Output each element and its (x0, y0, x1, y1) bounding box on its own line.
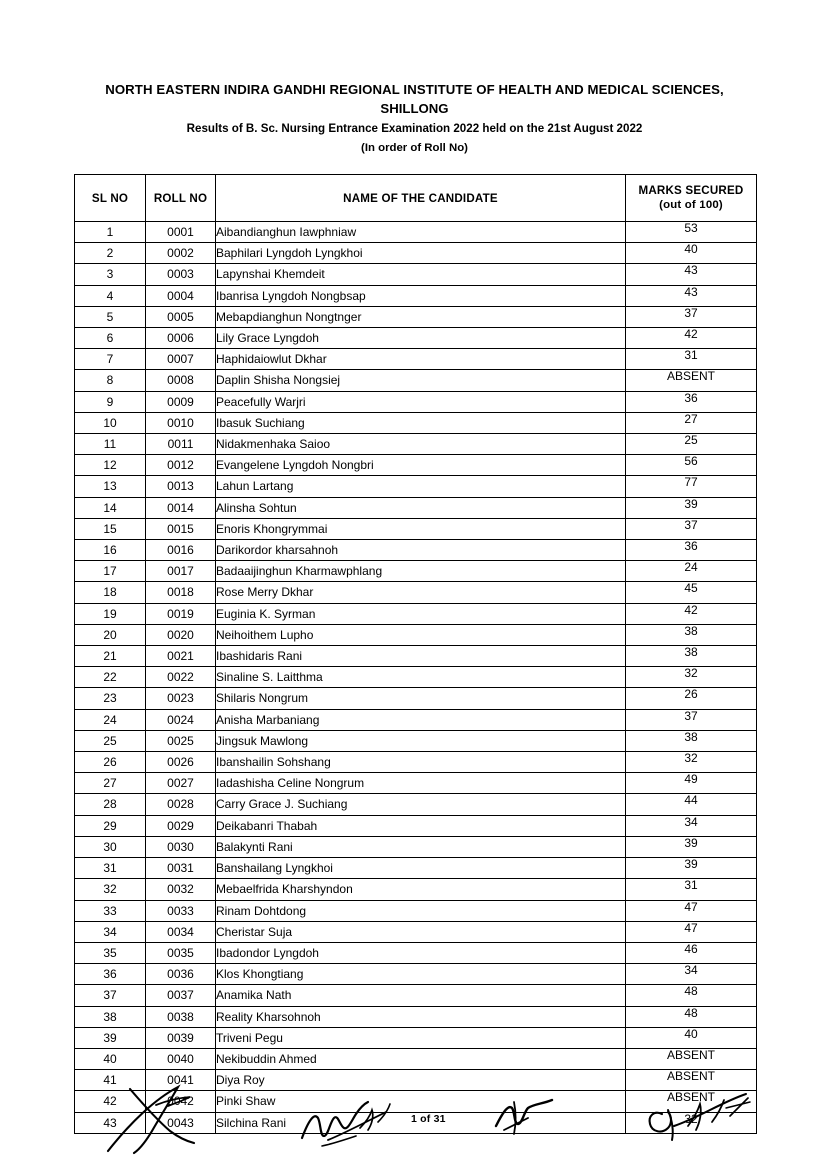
cell-candidate-name: Nekibuddin Ahmed (216, 1048, 626, 1069)
marks-value: ABSENT (666, 1090, 715, 1105)
cell-sl-no: 5 (75, 306, 146, 327)
cell-roll-no: 0029 (146, 815, 216, 836)
cell-roll-no: 0015 (146, 518, 216, 539)
cell-roll-no: 0030 (146, 836, 216, 857)
marks-value: ABSENT (666, 1047, 715, 1062)
cell-candidate-name: Mebaelfrida Kharshyndon (216, 879, 626, 900)
cell-sl-no: 1 (75, 222, 146, 243)
cell-candidate-name: Enoris Khongrymmai (216, 518, 626, 539)
column-header-marks (626, 175, 757, 222)
marks-value: ABSENT (666, 1069, 715, 1084)
cell-sl-no: 10 (75, 412, 146, 433)
handwritten-signature-3 (490, 1096, 560, 1140)
cell-candidate-name: Banshailang Lyngkhoi (216, 858, 626, 879)
cell-candidate-name: Lapynshai Khemdeit (216, 264, 626, 285)
cell-candidate-name: Rose Merry Dkhar (216, 582, 626, 603)
handwritten-signature-1 (100, 1083, 250, 1153)
results-subtitle: Results of B. Sc. Nursing Entrance Examination 2022 held on the 21st August 2022 (186, 122, 643, 135)
cell-sl-no: 27 (75, 773, 146, 794)
marks-value: 44 (684, 793, 698, 808)
cell-roll-no: 0043 (146, 1112, 216, 1133)
cell-roll-no: 0006 (146, 328, 216, 349)
marks-value: 48 (684, 984, 698, 999)
cell-roll-no: 0003 (146, 264, 216, 285)
cell-sl-no: 36 (75, 964, 146, 985)
cell-roll-no: 0010 (146, 412, 216, 433)
cell-roll-no: 0012 (146, 455, 216, 476)
cell-sl-no: 30 (75, 836, 146, 857)
cell-roll-no: 0014 (146, 497, 216, 518)
column-header-marks-line2: (out of 100) (659, 199, 723, 211)
cell-sl-no: 35 (75, 942, 146, 963)
cell-candidate-name: Daplin Shisha Nongsiej (216, 370, 626, 391)
cell-roll-no: 0034 (146, 921, 216, 942)
marks-value: 31 (684, 878, 698, 893)
cell-sl-no: 13 (75, 476, 146, 497)
cell-sl-no: 39 (75, 1027, 146, 1048)
cell-sl-no: 12 (75, 455, 146, 476)
cell-roll-no: 0026 (146, 752, 216, 773)
cell-roll-no: 0021 (146, 646, 216, 667)
cell-sl-no: 18 (75, 582, 146, 603)
marks-value: 42 (684, 602, 698, 617)
cell-sl-no: 14 (75, 497, 146, 518)
marks-value: 47 (684, 920, 698, 935)
handwritten-signature-4 (640, 1092, 760, 1148)
marks-value: 24 (684, 560, 698, 575)
cell-candidate-name: Sinaline S. Laitthma (216, 667, 626, 688)
column-header-roll-no: ROLL NO (146, 175, 216, 222)
cell-sl-no: 16 (75, 540, 146, 561)
marks-value: 46 (684, 941, 698, 956)
marks-value: 38 (684, 729, 698, 744)
cell-roll-no: 0042 (146, 1091, 216, 1112)
marks-value: 32 (684, 751, 698, 766)
cell-sl-no: 23 (75, 688, 146, 709)
cell-candidate-name: Ibanrisa Lyngdoh Nongbsap (216, 285, 626, 306)
marks-value: 39 (684, 857, 698, 872)
ordering-note: (In order of Roll No) (361, 142, 468, 154)
cell-candidate-name: Alinsha Sohtun (216, 497, 626, 518)
cell-roll-no: 0023 (146, 688, 216, 709)
cell-sl-no: 19 (75, 603, 146, 624)
cell-sl-no: 11 (75, 434, 146, 455)
page-number: 1 of 31 (411, 1113, 446, 1125)
marks-value: 45 (684, 581, 698, 596)
marks-value: 27 (684, 411, 698, 426)
cell-candidate-name: Nidakmenhaka Saioo (216, 434, 626, 455)
cell-roll-no: 0020 (146, 624, 216, 645)
cell-sl-no: 31 (75, 858, 146, 879)
cell-candidate-name: Baphilari Lyngdoh Lyngkhoi (216, 243, 626, 264)
cell-sl-no: 20 (75, 624, 146, 645)
cell-sl-no: 21 (75, 646, 146, 667)
cell-sl-no: 3 (75, 264, 146, 285)
cell-sl-no: 38 (75, 1006, 146, 1027)
cell-candidate-name: Shilaris Nongrum (216, 688, 626, 709)
cell-candidate-name: Neihoithem Lupho (216, 624, 626, 645)
cell-roll-no: 0028 (146, 794, 216, 815)
cell-roll-no: 0031 (146, 858, 216, 879)
cell-roll-no: 0040 (146, 1048, 216, 1069)
marks-value: 39 (684, 496, 698, 511)
cell-candidate-name: Lily Grace Lyngdoh (216, 328, 626, 349)
cell-roll-no: 0018 (146, 582, 216, 603)
cell-candidate-name: Darikordor kharsahnoh (216, 540, 626, 561)
cell-sl-no: 8 (75, 370, 146, 391)
column-header-name: NAME OF THE CANDIDATE (216, 175, 626, 222)
cell-sl-no: 24 (75, 709, 146, 730)
marks-value: 32 (684, 1111, 698, 1126)
cell-sl-no: 26 (75, 752, 146, 773)
organization-city: SHILLONG (380, 101, 449, 116)
marks-value: 43 (684, 263, 698, 278)
cell-sl-no: 6 (75, 328, 146, 349)
cell-sl-no: 43 (75, 1112, 146, 1133)
cell-sl-no: 4 (75, 285, 146, 306)
cell-candidate-name: Rinam Dohtdong (216, 900, 626, 921)
marks-value: 32 (684, 666, 698, 681)
table-header-row (75, 175, 757, 222)
cell-sl-no: 40 (75, 1048, 146, 1069)
cell-candidate-name: Ibadondor Lyngdoh (216, 942, 626, 963)
marks-value: 37 (684, 708, 698, 723)
cell-candidate-name: Euginia K. Syrman (216, 603, 626, 624)
marks-value: 47 (684, 899, 698, 914)
cell-candidate-name: Jingsuk Mawlong (216, 730, 626, 751)
cell-sl-no: 9 (75, 391, 146, 412)
column-header-sl-no: SL NO (75, 175, 146, 222)
marks-value: 42 (684, 327, 698, 342)
cell-candidate-name: Diya Roy (216, 1070, 626, 1091)
cell-candidate-name: Anamika Nath (216, 985, 626, 1006)
cell-roll-no: 0038 (146, 1006, 216, 1027)
marks-value: 38 (684, 623, 698, 638)
cell-candidate-name: Klos Khongtiang (216, 964, 626, 985)
cell-roll-no: 0037 (146, 985, 216, 1006)
cell-roll-no: 0022 (146, 667, 216, 688)
cell-roll-no: 0013 (146, 476, 216, 497)
cell-roll-no: 0032 (146, 879, 216, 900)
cell-candidate-name: Cheristar Suja (216, 921, 626, 942)
marks-value: 36 (684, 390, 698, 405)
cell-sl-no: 28 (75, 794, 146, 815)
marks-value: 37 (684, 305, 698, 320)
cell-candidate-name: Badaaijinghun Kharmawphlang (216, 561, 626, 582)
cell-candidate-name: Peacefully Warjri (216, 391, 626, 412)
cell-sl-no: 42 (75, 1091, 146, 1112)
cell-roll-no: 0025 (146, 730, 216, 751)
cell-roll-no: 0005 (146, 306, 216, 327)
marks-value: 34 (684, 963, 698, 978)
marks-value: 48 (684, 1005, 698, 1020)
cell-candidate-name: Anisha Marbaniang (216, 709, 626, 730)
column-header-marks-line1: MARKS SECURED (638, 184, 744, 197)
cell-roll-no: 0033 (146, 900, 216, 921)
cell-roll-no: 0019 (146, 603, 216, 624)
cell-candidate-name: Haphidaiowlut Dkhar (216, 349, 626, 370)
cell-candidate-name: Balakynti Rani (216, 836, 626, 857)
cell-sl-no: 7 (75, 349, 146, 370)
results-table-body (75, 222, 757, 1134)
cell-candidate-name: Silchina Rani (216, 1112, 626, 1133)
cell-candidate-name: Pinki Shaw (216, 1091, 626, 1112)
marks-value: 39 (684, 835, 698, 850)
cell-candidate-name: Evangelene Lyngdoh Nongbri (216, 455, 626, 476)
cell-sl-no: 2 (75, 243, 146, 264)
cell-sl-no: 33 (75, 900, 146, 921)
document-header (0, 80, 829, 157)
cell-roll-no: 0009 (146, 391, 216, 412)
cell-candidate-name: Deikabanri Thabah (216, 815, 626, 836)
cell-candidate-name: Iadashisha Celine Nongrum (216, 773, 626, 794)
marks-value: ABSENT (666, 369, 715, 384)
cell-sl-no: 34 (75, 921, 146, 942)
cell-sl-no: 41 (75, 1070, 146, 1091)
cell-sl-no: 22 (75, 667, 146, 688)
cell-roll-no: 0016 (146, 540, 216, 561)
organization-name: NORTH EASTERN INDIRA GANDHI REGIONAL INSTITUTE OF HEALTH AND MEDICAL SCIENCES, (105, 82, 724, 97)
cell-roll-no: 0027 (146, 773, 216, 794)
marks-value: 36 (684, 539, 698, 554)
cell-roll-no: 0004 (146, 285, 216, 306)
handwritten-signature-2 (298, 1098, 408, 1156)
marks-value: 49 (684, 772, 698, 787)
cell-roll-no: 0041 (146, 1070, 216, 1091)
marks-value: 40 (684, 242, 698, 257)
marks-value: 38 (684, 645, 698, 660)
marks-value: 34 (684, 814, 698, 829)
cell-roll-no: 0011 (146, 434, 216, 455)
marks-value: 25 (684, 433, 698, 448)
cell-roll-no: 0024 (146, 709, 216, 730)
cell-roll-no: 0001 (146, 222, 216, 243)
cell-candidate-name: Carry Grace J. Suchiang (216, 794, 626, 815)
cell-candidate-name: Mebapdianghun Nongtnger (216, 306, 626, 327)
cell-roll-no: 0017 (146, 561, 216, 582)
cell-candidate-name: Ibashidaris Rani (216, 646, 626, 667)
results-table (74, 174, 757, 1134)
cell-sl-no: 15 (75, 518, 146, 539)
cell-roll-no: 0008 (146, 370, 216, 391)
marks-value: 31 (684, 348, 698, 363)
cell-sl-no: 29 (75, 815, 146, 836)
cell-roll-no: 0002 (146, 243, 216, 264)
cell-candidate-name: Aibandianghun Iawphniaw (216, 222, 626, 243)
cell-sl-no: 25 (75, 730, 146, 751)
marks-value: 77 (684, 475, 698, 490)
cell-roll-no: 0039 (146, 1027, 216, 1048)
cell-sl-no: 37 (75, 985, 146, 1006)
cell-candidate-name: Ibanshailin Sohshang (216, 752, 626, 773)
marks-value: 37 (684, 517, 698, 532)
cell-candidate-name: Lahun Lartang (216, 476, 626, 497)
marks-value: 43 (684, 284, 698, 299)
marks-value: 56 (684, 454, 698, 469)
cell-sl-no: 32 (75, 879, 146, 900)
cell-candidate-name: Ibasuk Suchiang (216, 412, 626, 433)
cell-candidate-name: Reality Kharsohnoh (216, 1006, 626, 1027)
cell-roll-no: 0036 (146, 964, 216, 985)
cell-roll-no: 0035 (146, 942, 216, 963)
cell-roll-no: 0007 (146, 349, 216, 370)
marks-value: 26 (684, 687, 698, 702)
marks-value: 40 (684, 1026, 698, 1041)
cell-sl-no: 17 (75, 561, 146, 582)
cell-candidate-name: Triveni Pegu (216, 1027, 626, 1048)
marks-value: 53 (684, 221, 698, 235)
